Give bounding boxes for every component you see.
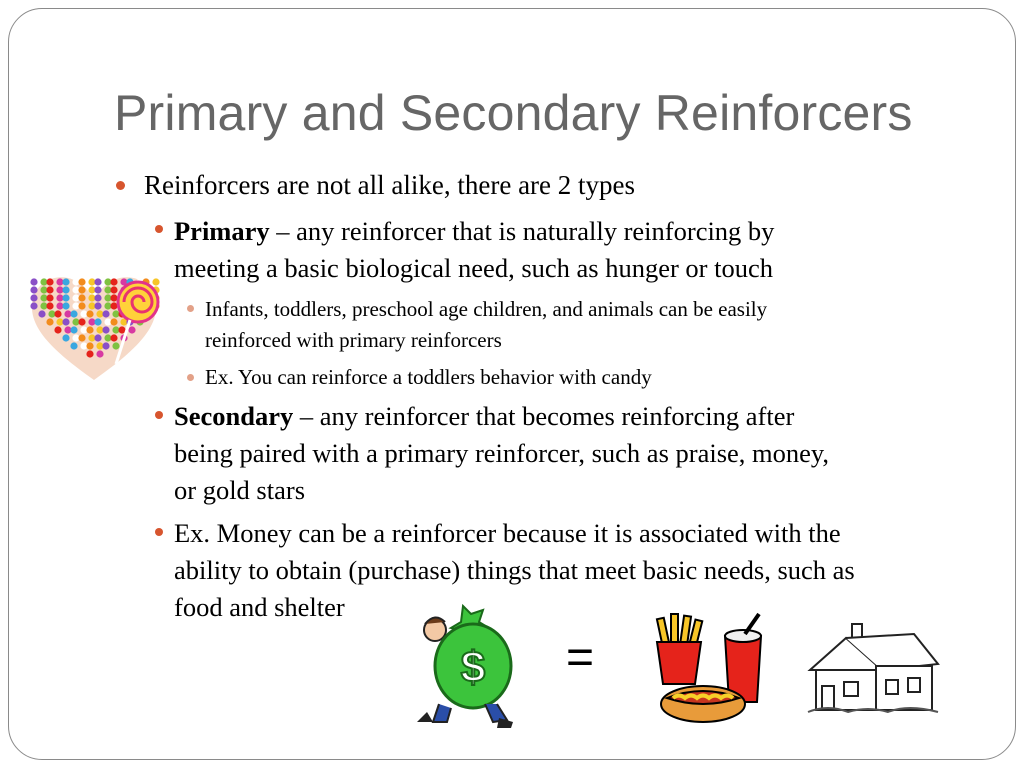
bullet-dot: [155, 528, 163, 536]
candy-dot: [46, 318, 53, 325]
primary-definition: – any reinforcer that is naturally reinforcing by: [269, 216, 775, 246]
candy-dot: [96, 350, 103, 357]
slide-title: Primary and Secondary Reinforcers: [114, 85, 913, 141]
money-bag-icon: [413, 600, 518, 728]
candy-dot: [94, 334, 101, 341]
candy-dot: [62, 302, 69, 309]
secondary-definition-line2: being paired with a primary reinforcer, such as praise, money,: [174, 438, 830, 468]
candy-dot: [110, 278, 117, 285]
sub-bullet-candy-text: Ex. You can reinforce a toddlers behavior with candy: [205, 365, 652, 389]
candy-dot: [94, 286, 101, 293]
money-example-line2: ability to obtain (purchase) things that meet basic needs, such as: [174, 555, 855, 585]
secondary-term: Secondary: [174, 401, 294, 431]
candy-dot: [38, 310, 45, 317]
candy-dot: [46, 302, 53, 309]
bullet-types-text: Reinforcers are not all alike, there are 2 types: [144, 170, 636, 200]
candy-dot: [70, 310, 77, 317]
candy-dot: [70, 326, 77, 333]
candy-dot: [110, 318, 117, 325]
candy-dot: [112, 342, 119, 349]
bullet-dot: [155, 225, 163, 233]
secondary-definition-line3: or gold stars: [174, 475, 306, 505]
candy-dot: [102, 326, 109, 333]
candy-dot: [46, 286, 53, 293]
candy-dot: [102, 310, 109, 317]
candy-dot: [78, 294, 85, 301]
candy-dot: [54, 326, 61, 333]
candy-dot: [62, 294, 69, 301]
bullet-primary: [174, 213, 964, 287]
candy-dot: [30, 294, 37, 301]
candy-dot: [46, 278, 53, 285]
candy-dot: [54, 310, 61, 317]
candy-dot: [78, 278, 85, 285]
candy-dot: [78, 302, 85, 309]
candy-dot: [30, 286, 37, 293]
candy-dot: [94, 294, 101, 301]
candy-dot: [78, 334, 85, 341]
sub-bullet-infants: [205, 294, 965, 356]
money-bag-symbol: $: [460, 643, 486, 692]
candy-dot: [94, 318, 101, 325]
bullet-money-example: [174, 515, 974, 626]
house-icon: [806, 620, 946, 720]
candy-dot: [86, 350, 93, 357]
candy-dot: [62, 334, 69, 341]
sub-bullet-infants-line1: Infants, toddlers, preschool age children, and animals can be easily: [205, 297, 768, 321]
equals-sign: =: [566, 631, 595, 684]
candy-dot: [78, 286, 85, 293]
candy-dot: [30, 278, 37, 285]
candy-dot: [86, 310, 93, 317]
sub-bullet-dot: [187, 305, 194, 312]
money-example-line3: food and shelter: [174, 592, 345, 622]
primary-definition-line2: meeting a basic biological need, such as hunger or touch: [174, 253, 774, 283]
candy-dot: [110, 286, 117, 293]
sub-bullet-dot: [187, 374, 194, 381]
candy-dot: [110, 334, 117, 341]
candy-dot: [110, 294, 117, 301]
candy-dot: [62, 286, 69, 293]
candy-dot: [86, 342, 93, 349]
candy-dot: [70, 342, 77, 349]
candy-dot: [62, 318, 69, 325]
bullet-dot: [116, 181, 125, 190]
secondary-definition: – any reinforcer that becomes reinforcing after: [293, 401, 795, 431]
candy-dot: [46, 294, 53, 301]
candy-dot: [86, 326, 93, 333]
sub-bullet-candy-example: [205, 362, 652, 393]
candy-dot: [62, 278, 69, 285]
candy-dot: [30, 302, 37, 309]
candy-heart-icon: [26, 268, 162, 386]
bullet-types: [144, 170, 635, 201]
candy-dot: [94, 302, 101, 309]
fast-food-icon: [655, 612, 773, 726]
candy-dot: [78, 318, 85, 325]
bullet-secondary: [174, 398, 964, 509]
candy-dot: [102, 342, 109, 349]
primary-term: Primary: [174, 216, 270, 246]
candy-dot: [94, 278, 101, 285]
sub-bullet-infants-line2: reinforced with primary reinforcers: [205, 328, 502, 352]
candy-dot: [152, 278, 159, 285]
candy-dot: [110, 302, 117, 309]
candy-dot: [128, 326, 135, 333]
money-example-line1: Ex. Money can be a reinforcer because it is associated with the: [174, 518, 841, 548]
bullet-dot: [155, 411, 163, 419]
